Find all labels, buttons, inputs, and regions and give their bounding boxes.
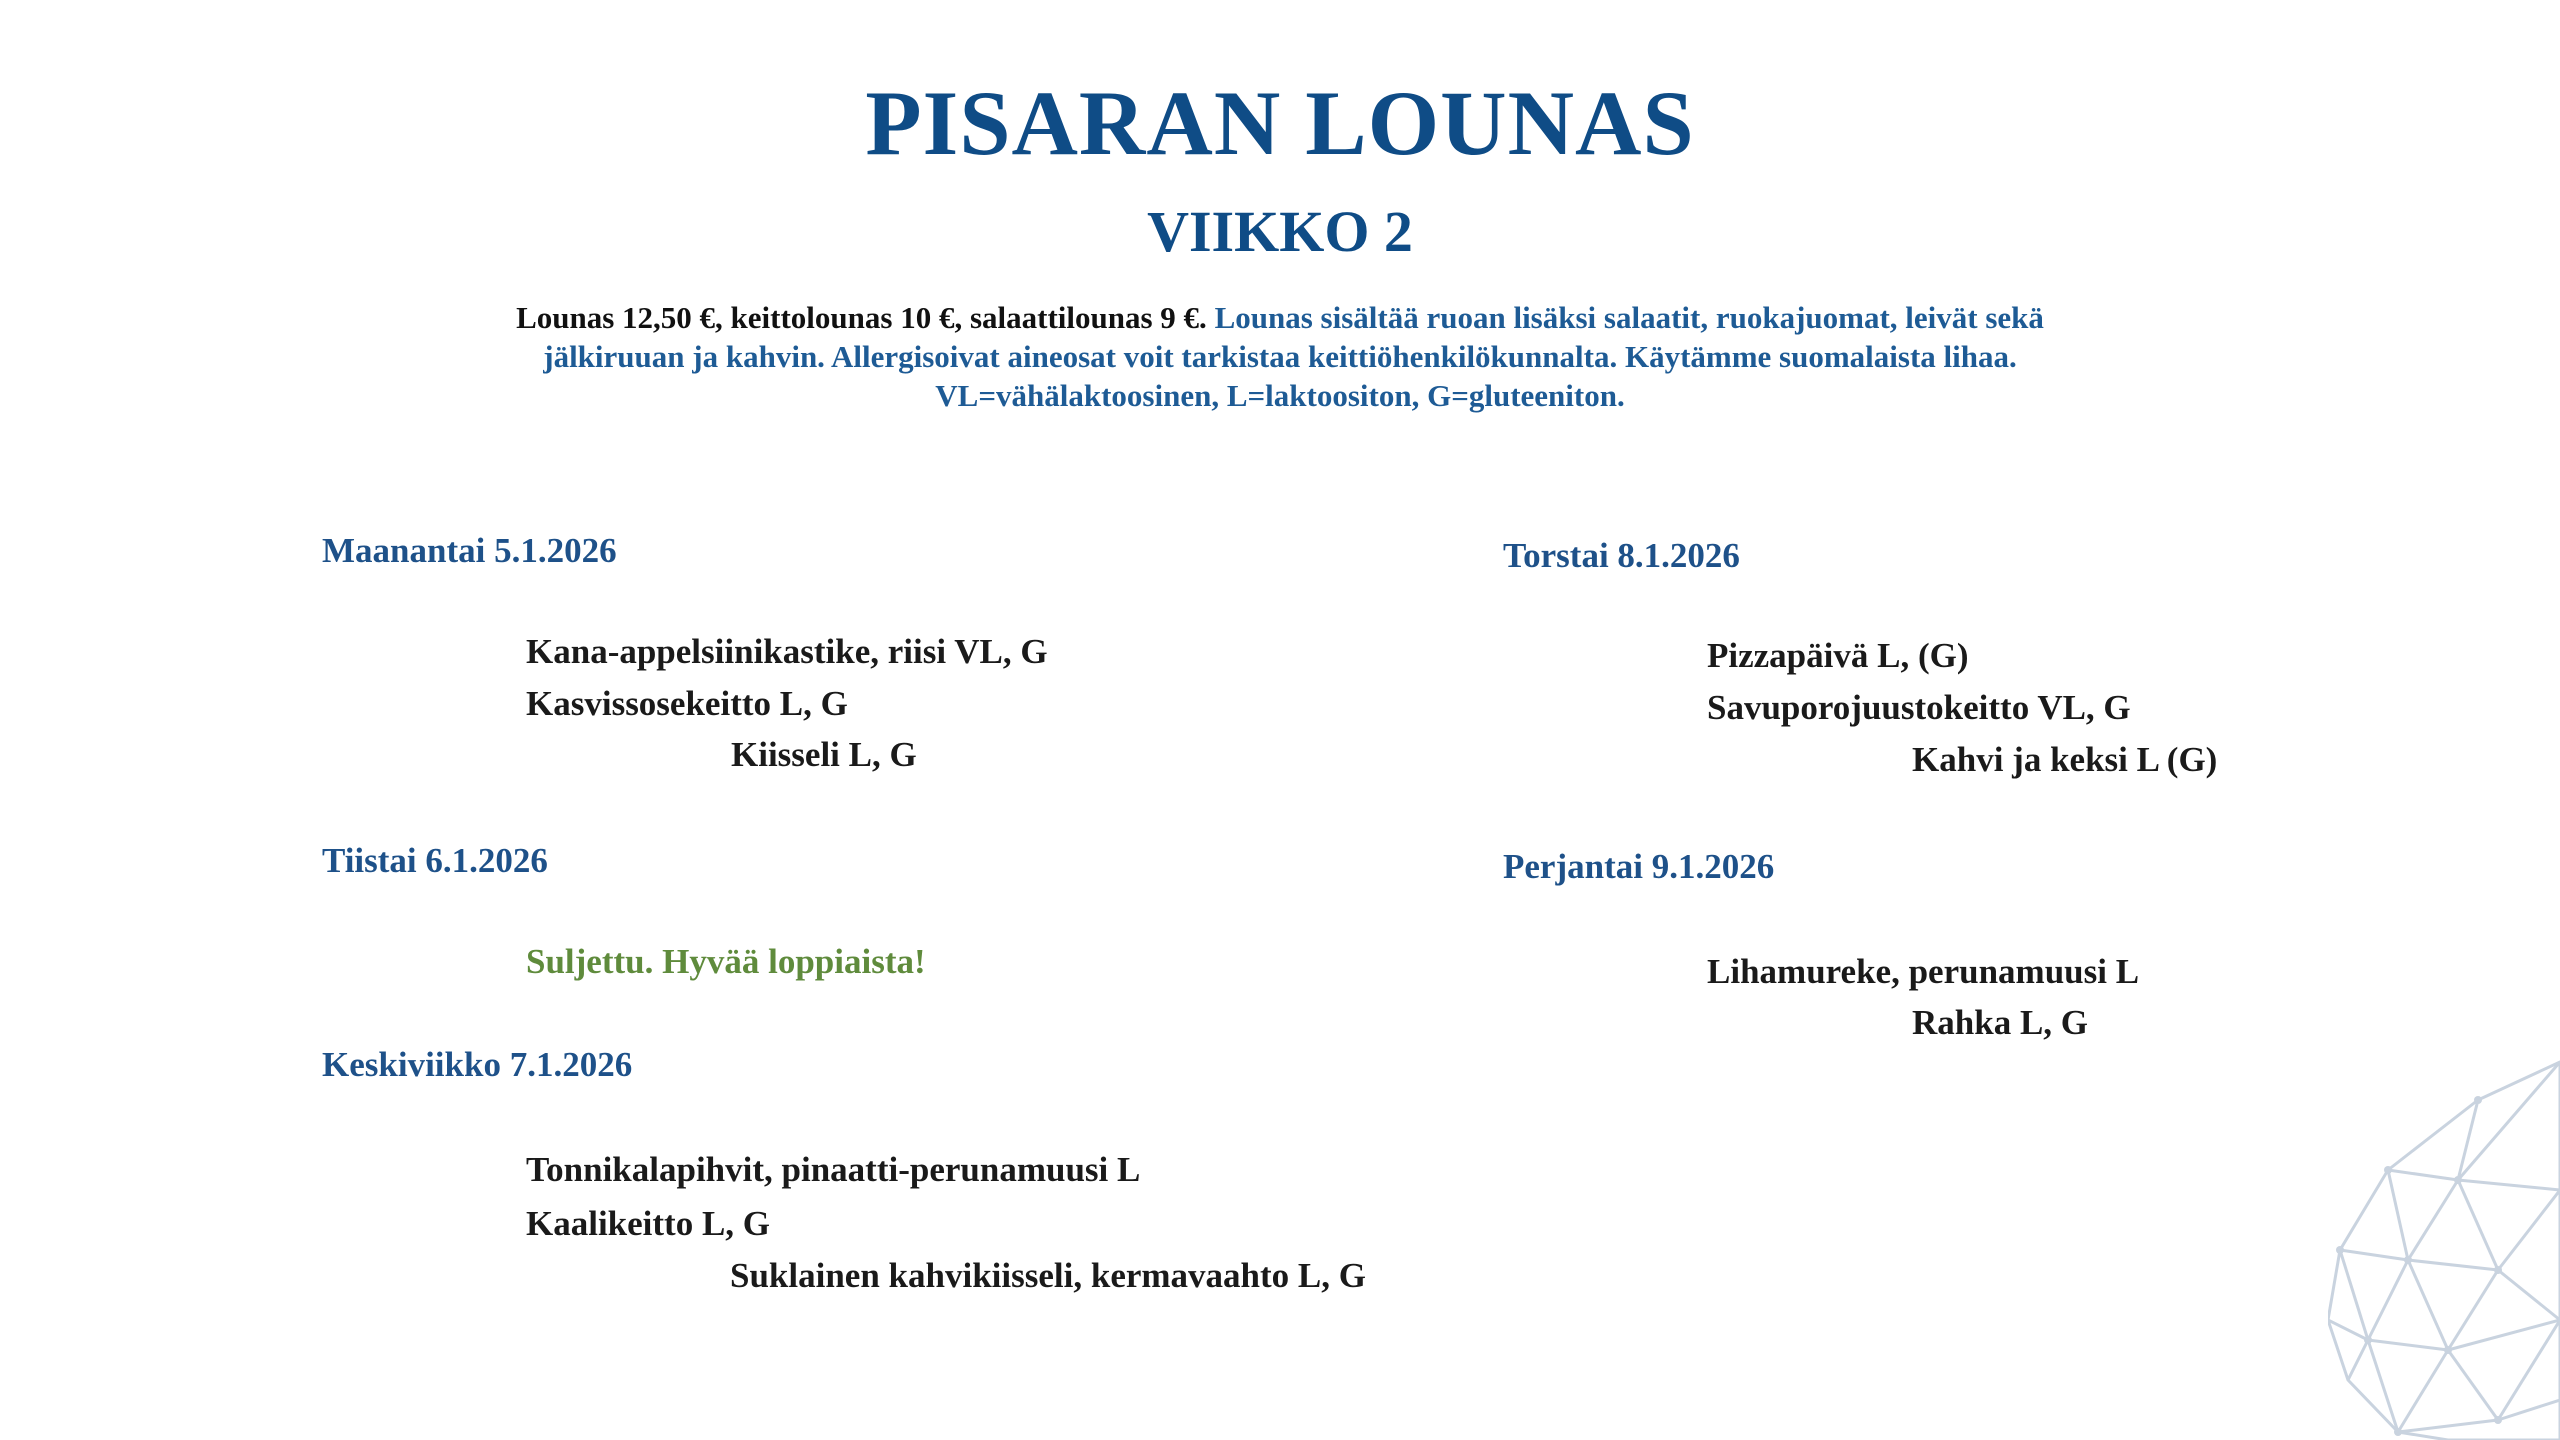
intro-line-1-rest: Lounas sisältää ruoan lisäksi salaatit, ruokajuomat, leivät sekä xyxy=(1206,300,2044,335)
intro-line-1 xyxy=(380,298,2180,337)
dish-thursday-dessert: Kahvi ja keksi L (G) xyxy=(1912,740,2218,779)
dish-wednesday-soup: Kaalikeitto L, G xyxy=(526,1204,771,1243)
page-title: PISARAN LOUNAS xyxy=(865,72,1695,174)
geodesic-drop-logo-icon xyxy=(2328,1060,2560,1440)
dish-monday-main: Kana-appelsiinikastike, riisi VL, G xyxy=(526,632,1048,671)
dish-monday-soup: Kasvissosekeitto L, G xyxy=(526,684,848,723)
day-heading-monday: Maanantai 5.1.2026 xyxy=(322,531,617,570)
dish-wednesday-dessert: Suklainen kahvikiisseli, kermavaahto L, G xyxy=(730,1256,1366,1295)
closed-notice-tuesday: Suljettu. Hyvää loppiaista! xyxy=(526,942,926,981)
day-heading-wednesday: Keskiviikko 7.1.2026 xyxy=(322,1045,633,1084)
intro-text xyxy=(380,298,2180,415)
day-heading-friday: Perjantai 9.1.2026 xyxy=(1503,847,1775,886)
dish-friday-dessert: Rahka L, G xyxy=(1912,1003,2089,1042)
dish-thursday-main: Pizzapäivä L, (G) xyxy=(1707,636,1969,675)
price-info: Lounas 12,50 €, keittolounas 10 €, salaattilounas 9 €. xyxy=(516,300,1207,335)
week-label: VIIKKO 2 xyxy=(1147,199,1413,264)
dish-thursday-soup: Savuporojuustokeitto VL, G xyxy=(1707,688,2131,727)
dish-friday-main: Lihamureke, perunamuusi L xyxy=(1707,952,2140,991)
day-heading-thursday: Torstai 8.1.2026 xyxy=(1503,536,1740,575)
dish-monday-dessert: Kiisseli L, G xyxy=(731,735,917,774)
intro-line-2: jälkiruuan ja kahvin. Allergisoivat aineosat voit tarkistaa keittiöhenkilökunnalta. Käytämme suomalaista lihaa. xyxy=(543,339,2017,374)
day-heading-tuesday: Tiistai 6.1.2026 xyxy=(322,841,548,880)
dish-wednesday-main: Tonnikalapihvit, pinaatti-perunamuusi L xyxy=(526,1150,1141,1189)
intro-line-3: VL=vähälaktoosinen, L=laktoositon, G=gluteeniton. xyxy=(935,378,1625,413)
